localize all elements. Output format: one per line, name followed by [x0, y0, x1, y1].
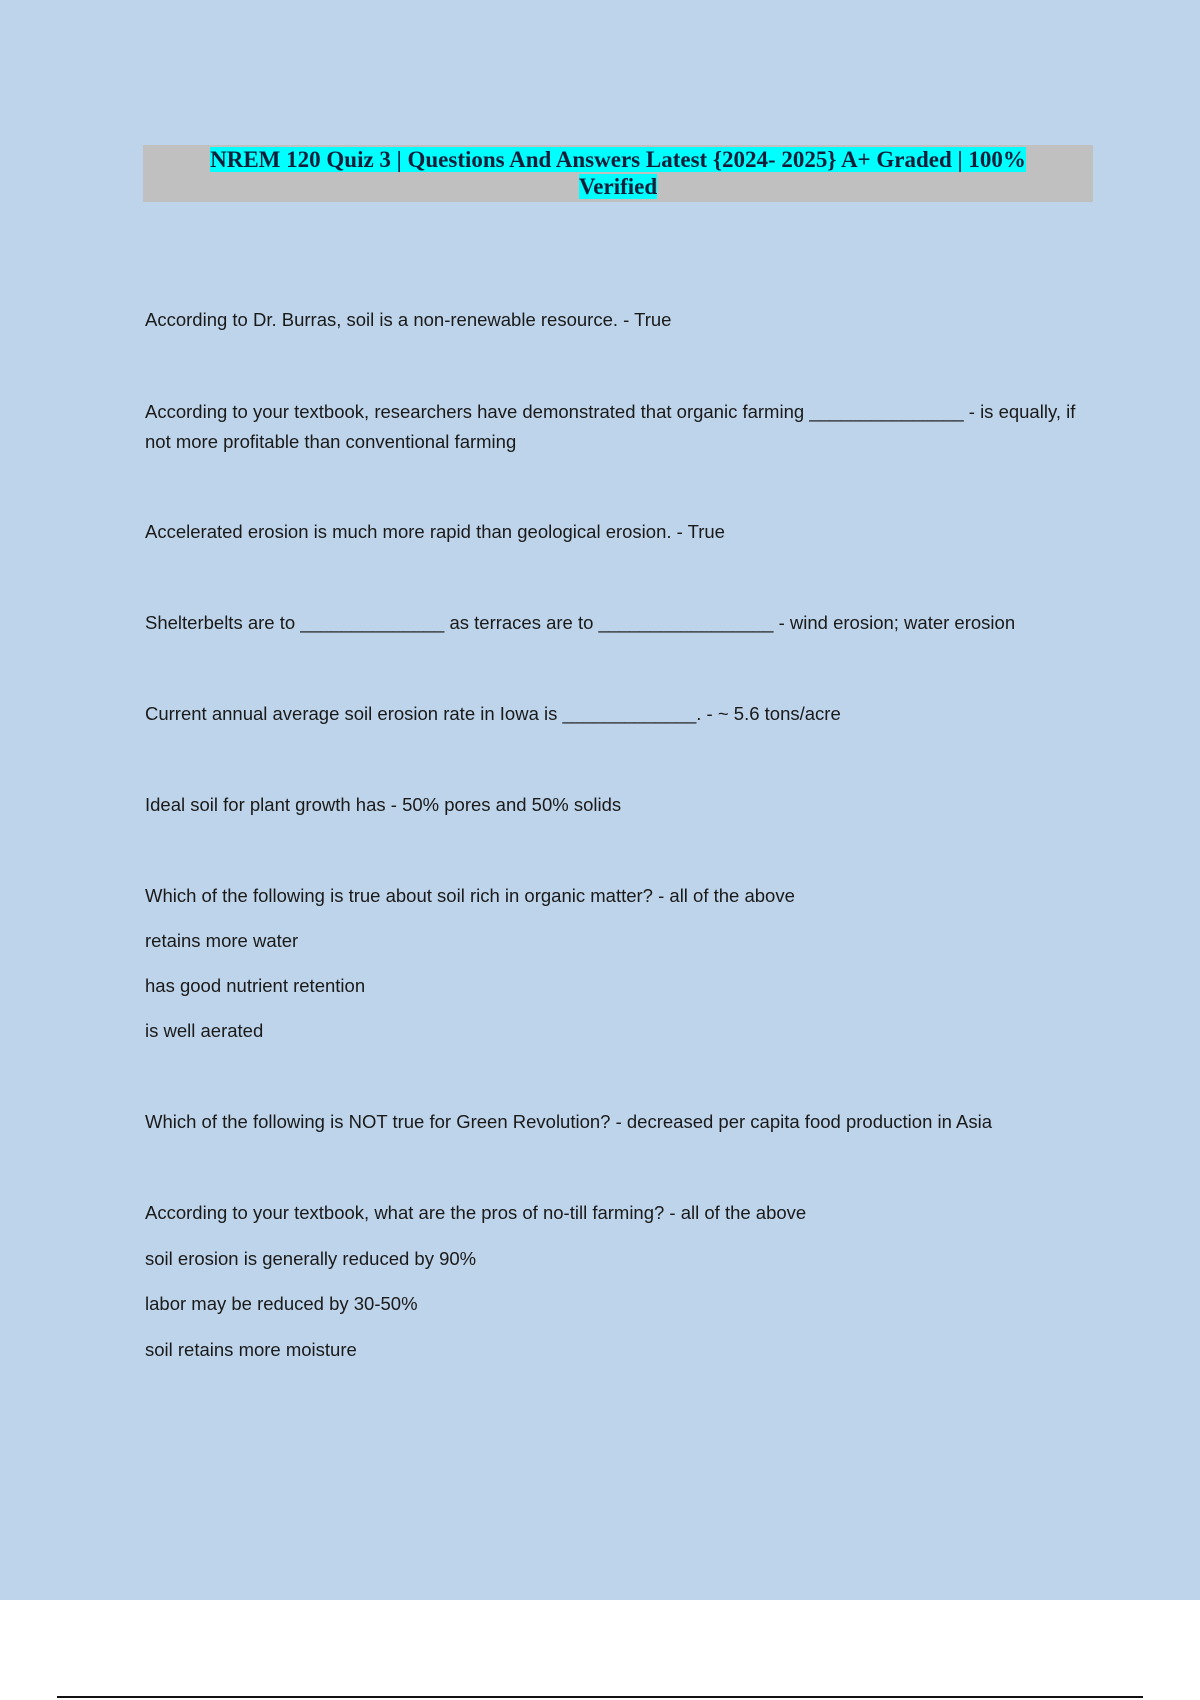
- qa-item-6: Ideal soil for plant growth has - 50% pores and 50% solids: [145, 794, 622, 815]
- qa-item-3: Accelerated erosion is much more rapid than geological erosion. - True: [145, 521, 725, 542]
- qa-item-8: Which of the following is NOT true for Green Revolution? - decreased per capita food production in Asia: [145, 1111, 992, 1132]
- qa-item-9-option-3: soil retains more moisture: [145, 1339, 357, 1360]
- qa-item-9-option-2: labor may be reduced by 30-50%: [145, 1293, 418, 1314]
- document-title: [143, 145, 1093, 202]
- qa-item-7: Which of the following is true about soil rich in organic matter? - all of the above: [145, 885, 795, 906]
- qa-item-2: According to your textbook, researchers have demonstrated that organic farming _______________ - is equally, if not more profitable than conventional farming: [145, 401, 1076, 452]
- qa-item-1: According to Dr. Burras, soil is a non-renewable resource. - True: [145, 309, 672, 330]
- qa-item-9-option-1: soil erosion is generally reduced by 90%: [145, 1248, 477, 1269]
- qa-item-4: Shelterbelts are to ______________ as terraces are to _________________ - wind erosion; water erosion: [145, 612, 1016, 633]
- qa-item-7-option-1: retains more water: [145, 930, 299, 951]
- qa-item-7-option-3: is well aerated: [145, 1020, 264, 1041]
- document-title-line2: Verified: [578, 174, 658, 199]
- qa-item-5: Current annual average soil erosion rate in Iowa is _____________. - ~ 5.6 tons/acre: [145, 703, 841, 724]
- qa-item-7-option-2: has good nutrient retention: [145, 975, 366, 996]
- footer-divider: [57, 1696, 1143, 1698]
- qa-item-9: According to your textbook, what are the pros of no-till farming? - all of the above: [145, 1202, 807, 1223]
- document-title-line1: NREM 120 Quiz 3 | Questions And Answers Latest {2024- 2025} A+ Graded | 100%: [210, 147, 1026, 172]
